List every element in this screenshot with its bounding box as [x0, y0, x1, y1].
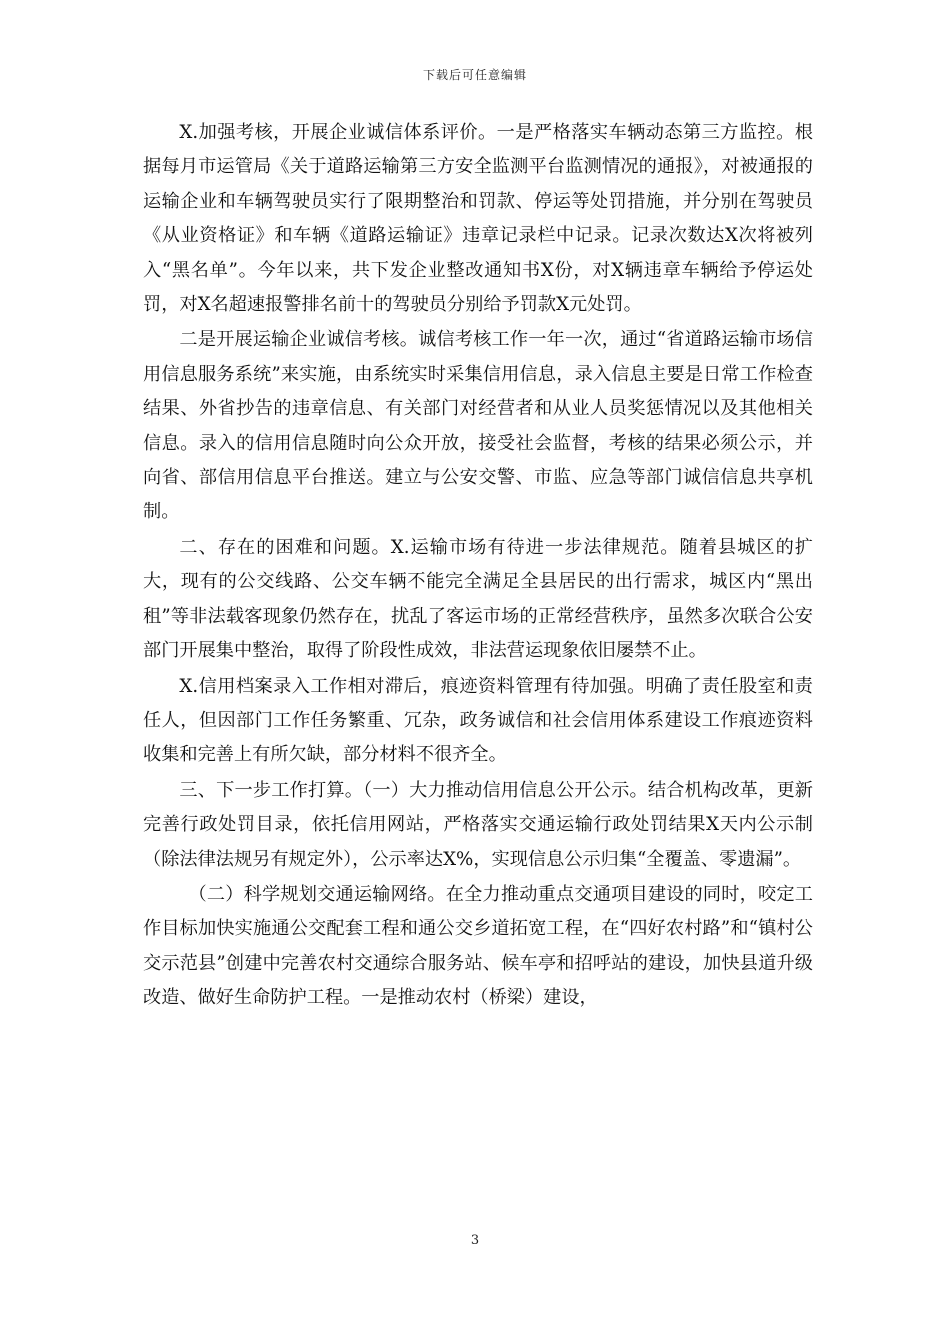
paragraph-next-steps: 三、下一步工作打算。（一）大力推动信用信息公开公示。结合机构改革，更新完善行政处罚目录，依托信用网站，严格落实交通运输行政处罚结果X天内公示制（除法律法规另有规定外），公示率达X%，实现信息公示归集“全覆盖、零遗漏”。: [143, 779, 813, 870]
page-number: 3: [470, 1233, 480, 1248]
page-header: 下载后可任意编辑: [422, 68, 527, 82]
paragraph-credit-assessment: X.加强考核，开展企业诚信体系评价。一是严格落实车辆动态第三方监控。根据每月市运管局《关于道路运输第三方安全监测平台监测情况的通报》，对被通报的运输企业和车辆驾驶员实行了限期整治和罚款、停运等处罚措施，并分别在驾驶员《从业资格证》和车辆《道路运输证》违章记录栏中记录。记录次数达X次将被列入“黑名单”。今年以来，共下发企业整改通知书X份，对X辆违章车辆给予停运处罚，对X名超速报警排名前十的驾驶员分别给予罚款X元处罚。: [143, 122, 813, 316]
paragraph-transport-network: （二）科学规划交通运输网络。在全力推动重点交通项目建设的同时，咬定工作目标加快实施通公交配套工程和通公交乡道拓宽工程，在“四好农村路”和“镇村公交示范县”创建中完善农村交通综合服务站、候车亭和招呼站的建设，加快县道升级改造、做好生命防护工程。一是推动农村（桥梁）建设，: [143, 883, 813, 1009]
document-body: [143, 116, 813, 1017]
paragraph-integrity-evaluation: 二是开展运输企业诚信考核。诚信考核工作一年一次，通过“省道路运输市场信用信息服务系统”来实施，由系统实时采集信用信息，录入信息主要是日常工作检查结果、外省抄告的违章信息、有关部门对经营者和从业人员奖惩情况以及其他相关信息。录入的信用信息随时向公众开放，接受社会监督，考核的结果必须公示，并向省、部信用信息平台推送。建立与公安交警、市监、应急等部门诚信信息共享机制。: [143, 329, 813, 523]
paragraph-records-lagging: X.信用档案录入工作相对滞后，痕迹资料管理有待加强。明确了责任股室和责任人，但因部门工作任务繁重、冗杂，政务诚信和社会信用体系建设工作痕迹资料收集和完善上有所欠缺，部分材料不很齐全。: [143, 675, 813, 766]
paragraph-difficulties: 二、存在的困难和问题。X.运输市场有待进一步法律规范。随着县城区的扩大，现有的公交线路、公交车辆不能完全满足全县居民的出行需求，城区内“黑出租”等非法载客现象仍然存在，扰乱了客运市场的正常经营秩序，虽然多次联合公安部门开展集中整治，取得了阶段性成效，非法营运现象依旧屡禁不止。: [143, 536, 813, 662]
